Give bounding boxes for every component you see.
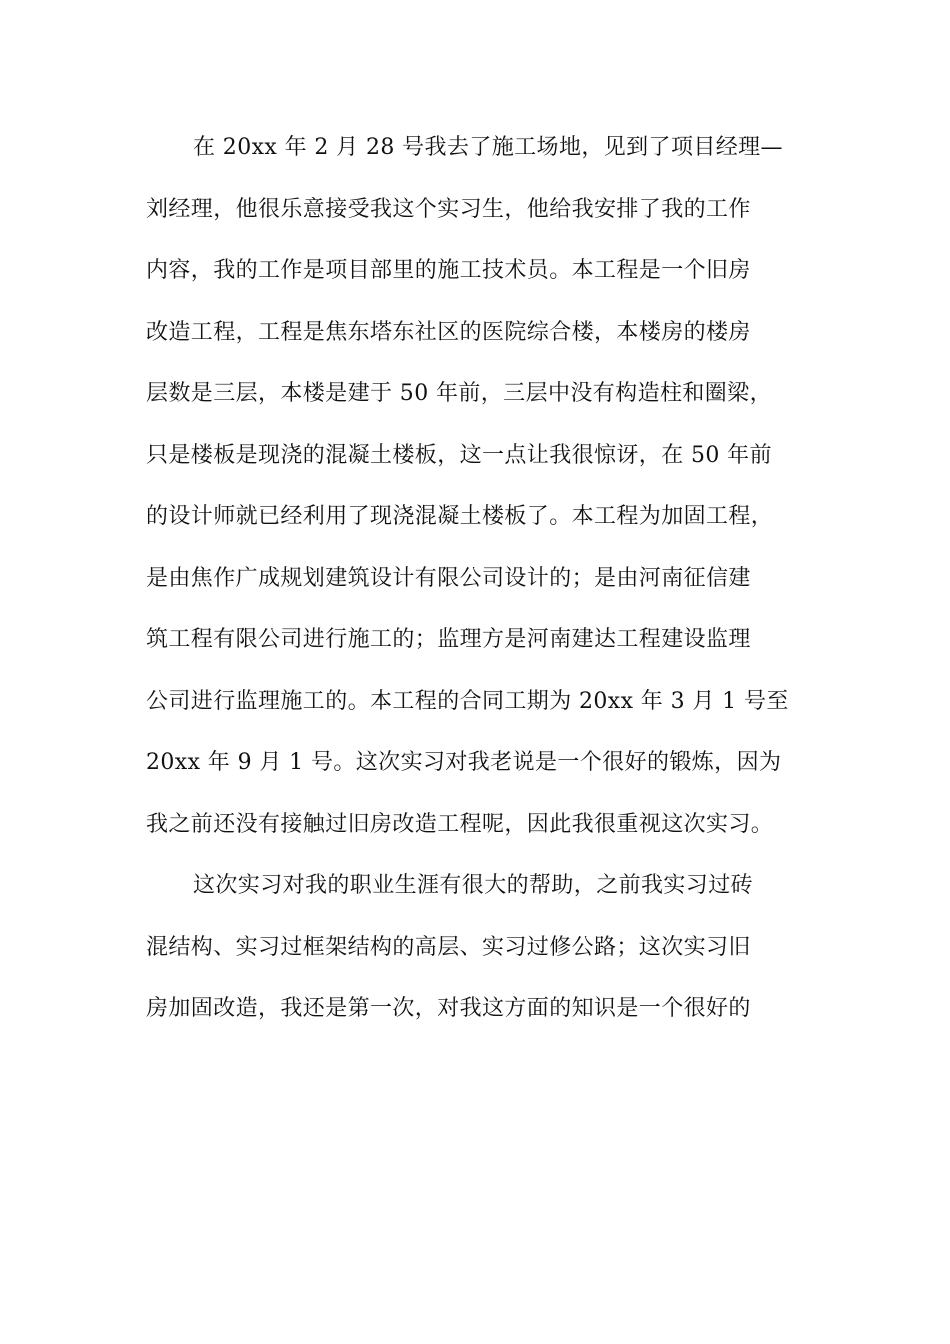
paragraph-1-line-9: 筑工程有限公司进行施工的；监理方是河南建达工程建设监理: [146, 627, 751, 652]
paragraph-2-line-3: 房加固改造，我还是第一次，对我这方面的知识是一个很好的: [146, 996, 751, 1021]
paragraph-1-line-10: 公司进行监理施工的。本工程的合同工期为 20xx 年 3 月 1 号至: [146, 688, 789, 714]
paragraph-1-line-12: 我之前还没有接触过旧房改造工程呢，因此我很重视这次实习。: [146, 811, 774, 837]
paragraph-2-line-2: 混结构、实习过框架结构的高层、实习过修公路；这次实习旧: [146, 934, 751, 960]
paragraph-1-line-1: 在 20xx 年 2 月 28 号我去了施工场地，见到了项目经理—: [193, 135, 783, 160]
paragraph-1-line-3: 内容，我的工作是项目部里的施工技术员。本工程是一个旧房: [146, 258, 751, 283]
paragraph-2-line-1: 这次实习对我的职业生涯有很大的帮助，之前我实习过砖: [193, 873, 754, 898]
body-text: [146, 128, 826, 1051]
paragraph-1-line-6: 只是楼板是现浇的混凝土楼板，这一点让我很惊讶，在 50 年前: [146, 442, 772, 468]
paragraph-1-line-2: 刘经理，他很乐意接受我这个实习生，他给我安排了我的工作: [146, 196, 751, 222]
paragraph-1-line-11: 20xx 年 9 月 1 号。这次实习对我老说是一个很好的锻炼，因为: [146, 750, 782, 775]
paragraph-1-line-5: 层数是三层，本楼是建于 50 年前，三层中没有构造柱和圈梁，: [146, 381, 772, 406]
paragraph-1-line-8: 是由焦作广成规划建筑设计有限公司设计的；是由河南征信建: [146, 565, 751, 591]
paragraph-1-line-7: 的设计师就已经利用了现浇混凝土楼板了。本工程为加固工程，: [146, 504, 774, 529]
paragraph-1-line-4: 改造工程，工程是焦东塔东社区的医院综合楼，本楼房的楼房: [146, 319, 751, 345]
